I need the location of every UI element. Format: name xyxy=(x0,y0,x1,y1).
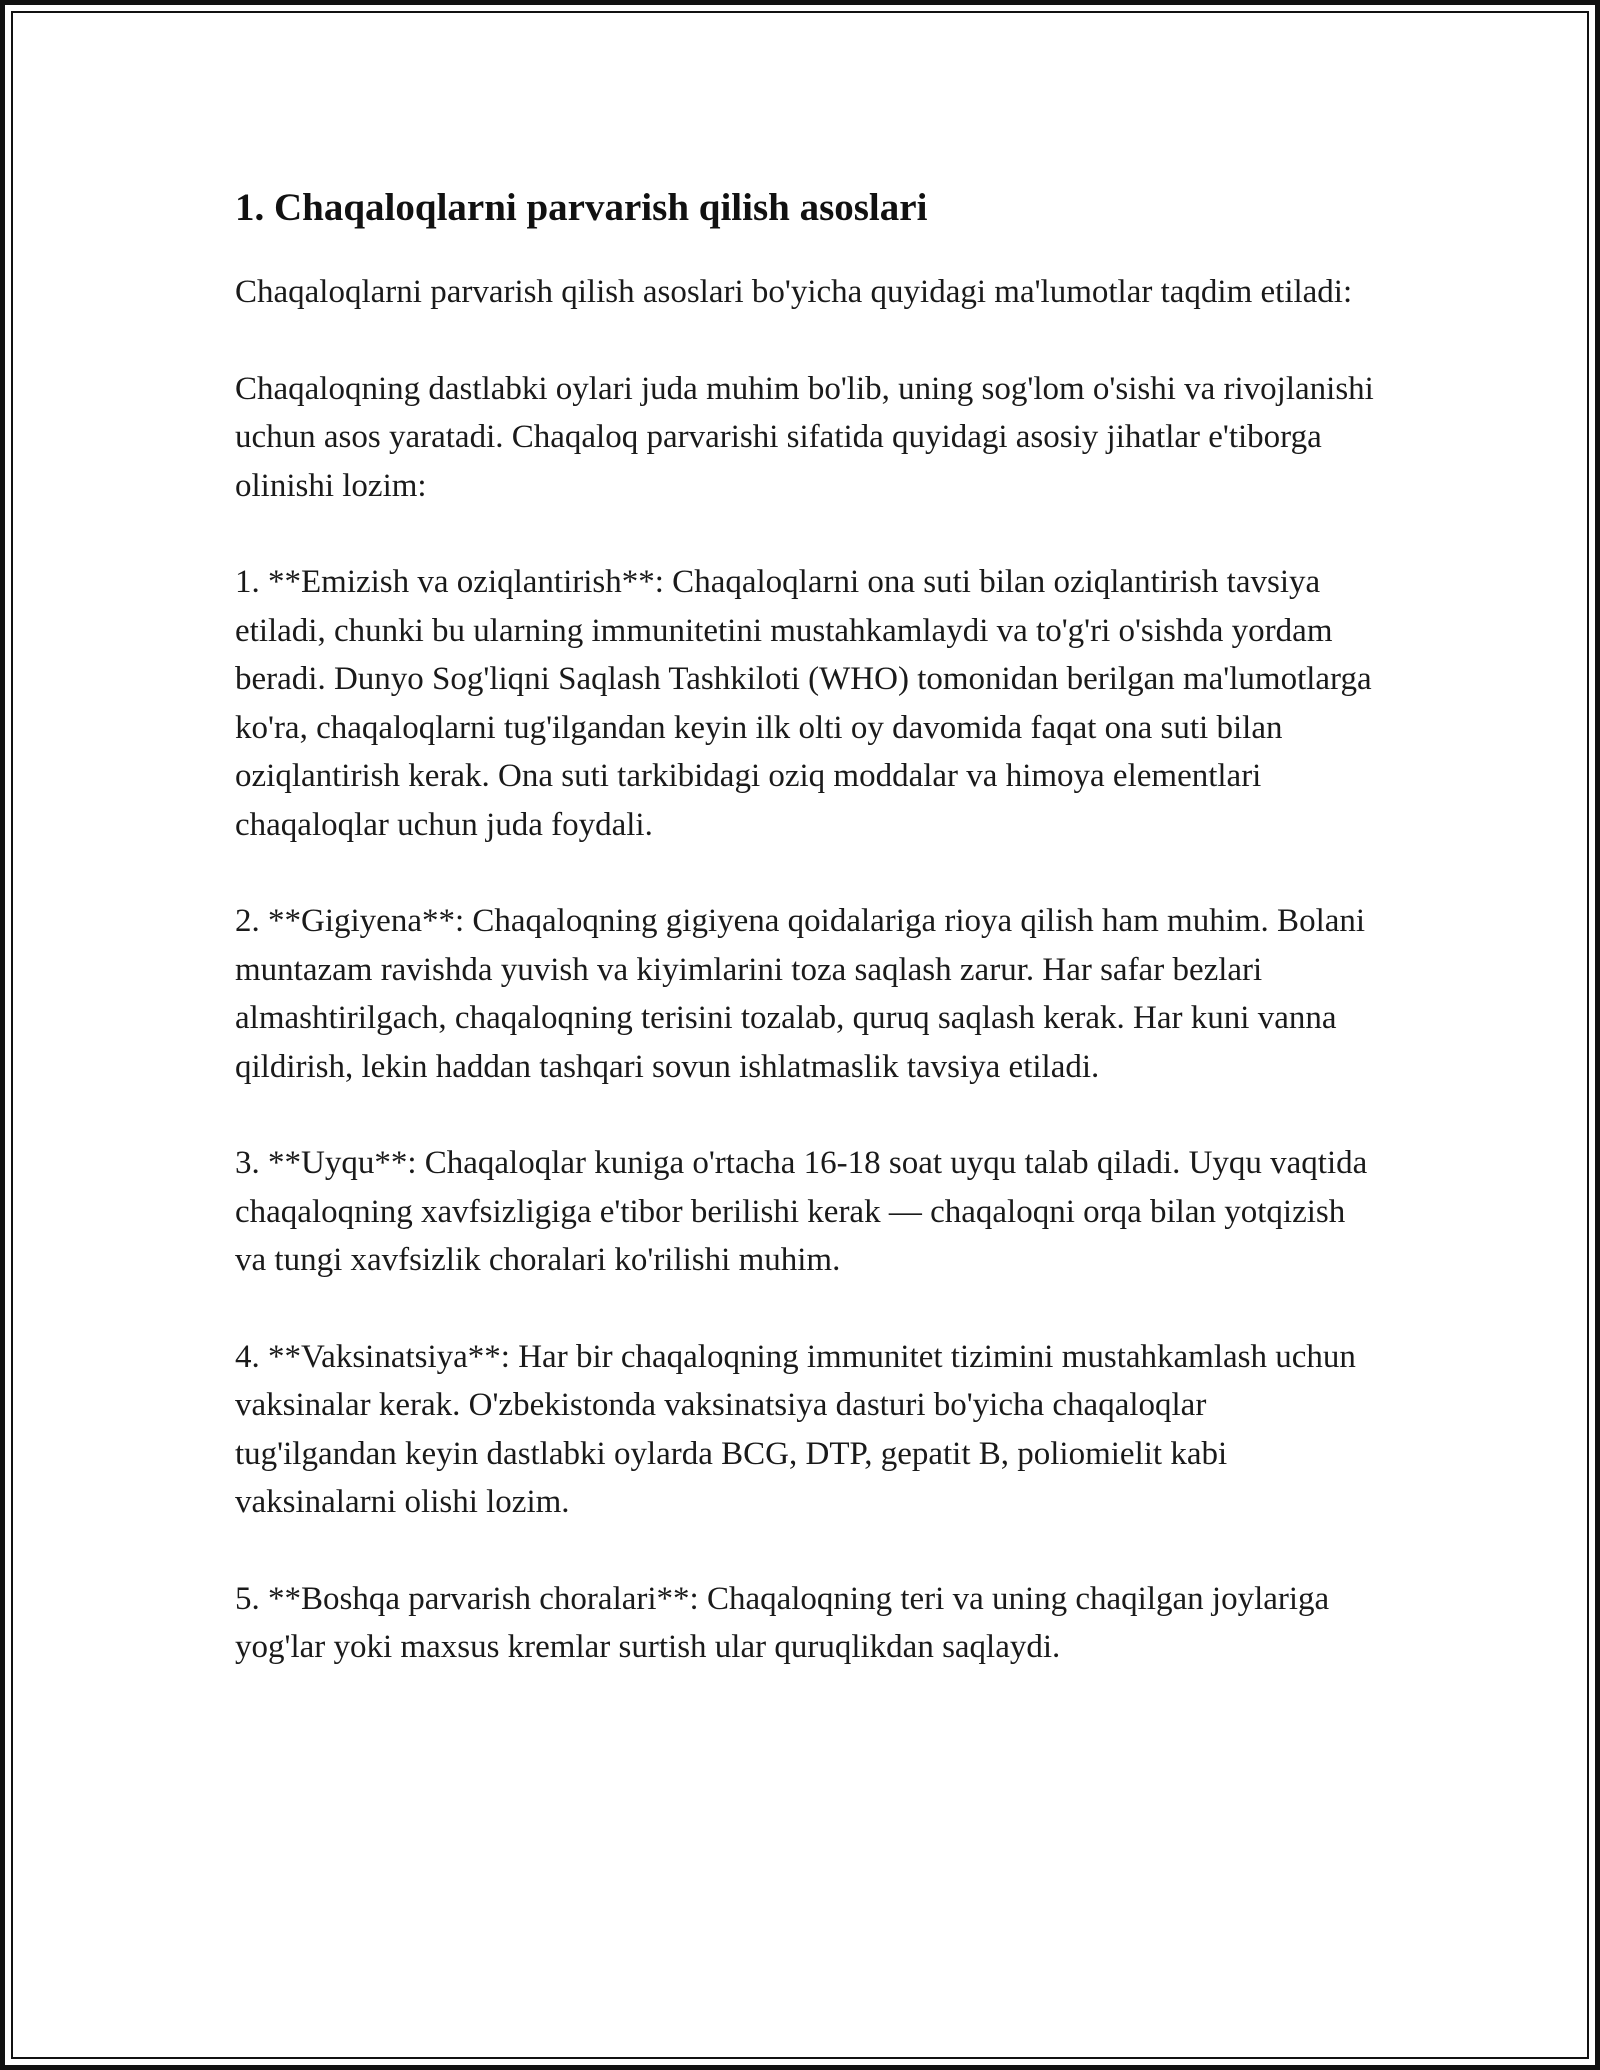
other-care-paragraph: 5. **Boshqa parvarish choralari**: Chaqaloqning teri va uning chaqilgan joylariga yog'lar yoki maxsus kremlar surtish ular quruqlikdan saqlaydi. xyxy=(235,1580,1330,1665)
vaccination-paragraph: 4. **Vaksinatsiya**: Har bir chaqaloqning immunitet tizimini mustahkamlash uchun vaksinalar kerak. O'zbekistonda vaksinatsiya dasturi bo'yicha chaqaloqlar tug'ilgandan keyin dastlabki oylarda BCG, DTP, gepatit B, poliomielit kabi vaksinalarni olishi lozim. xyxy=(235,1338,1356,1520)
sleep-paragraph: 3. **Uyqu**: Chaqaloqlar kuniga o'rtacha 16-18 soat uyqu talab qiladi. Uyqu vaqtida chaqaloqning xavfsizligiga e'tibor berilishi kerak — chaqaloqni orqa bilan yotqizish va tungi xavfsizlik choralari ko'rilishi muhim. xyxy=(235,1145,1368,1278)
document-body xyxy=(235,178,1375,1720)
document-title: 1. Chaqaloqlarni parvarish qilish asoslari xyxy=(235,186,928,229)
overview-paragraph: Chaqaloqning dastlabki oylari juda muhim bo'lib, uning sog'lom o'sishi va rivojlanishi uchun asos yaratadi. Chaqaloq parvarishi sifatida quyidagi asosiy jihatlar e'tiborga olinishi lozim: xyxy=(235,370,1374,504)
breastfeeding-paragraph: 1. **Emizish va oziqlantirish**: Chaqaloqlarni ona suti bilan oziqlantirish tavsiya etiladi, chunki bu ularning immunitetini mustahkamlaydi va to'g'ri o'sishda yordam beradi. Dunyo Sog'liqni Saqlash Tashkiloti (WHO) tomonidan berilgan ma'lumotlarga ko'ra, chaqaloqlarni tug'ilgandan keyin ilk olti oy davomida faqat ona suti bilan oziqlantirish kerak. Ona suti tarkibidagi oziq moddalar va himoya elementlari chaqaloqlar uchun juda foydali. xyxy=(235,564,1372,843)
hygiene-paragraph: 2. **Gigiyena**: Chaqaloqning gigiyena qoidalariga rioya qilish ham muhim. Bolani muntazam ravishda yuvish va kiyimlarini toza saqlash zarur. Har safar bezlari almashtirilgach, chaqaloqning terisini tozalab, quruq saqlash kerak. Har kuni vanna qildirish, lekin haddan tashqari sovun ishlatmaslik tavsiya etiladi. xyxy=(235,903,1366,1085)
intro-paragraph: Chaqaloqlarni parvarish qilish asoslari bo'yicha quyidagi ma'lumotlar taqdim etiladi: xyxy=(235,274,1353,310)
